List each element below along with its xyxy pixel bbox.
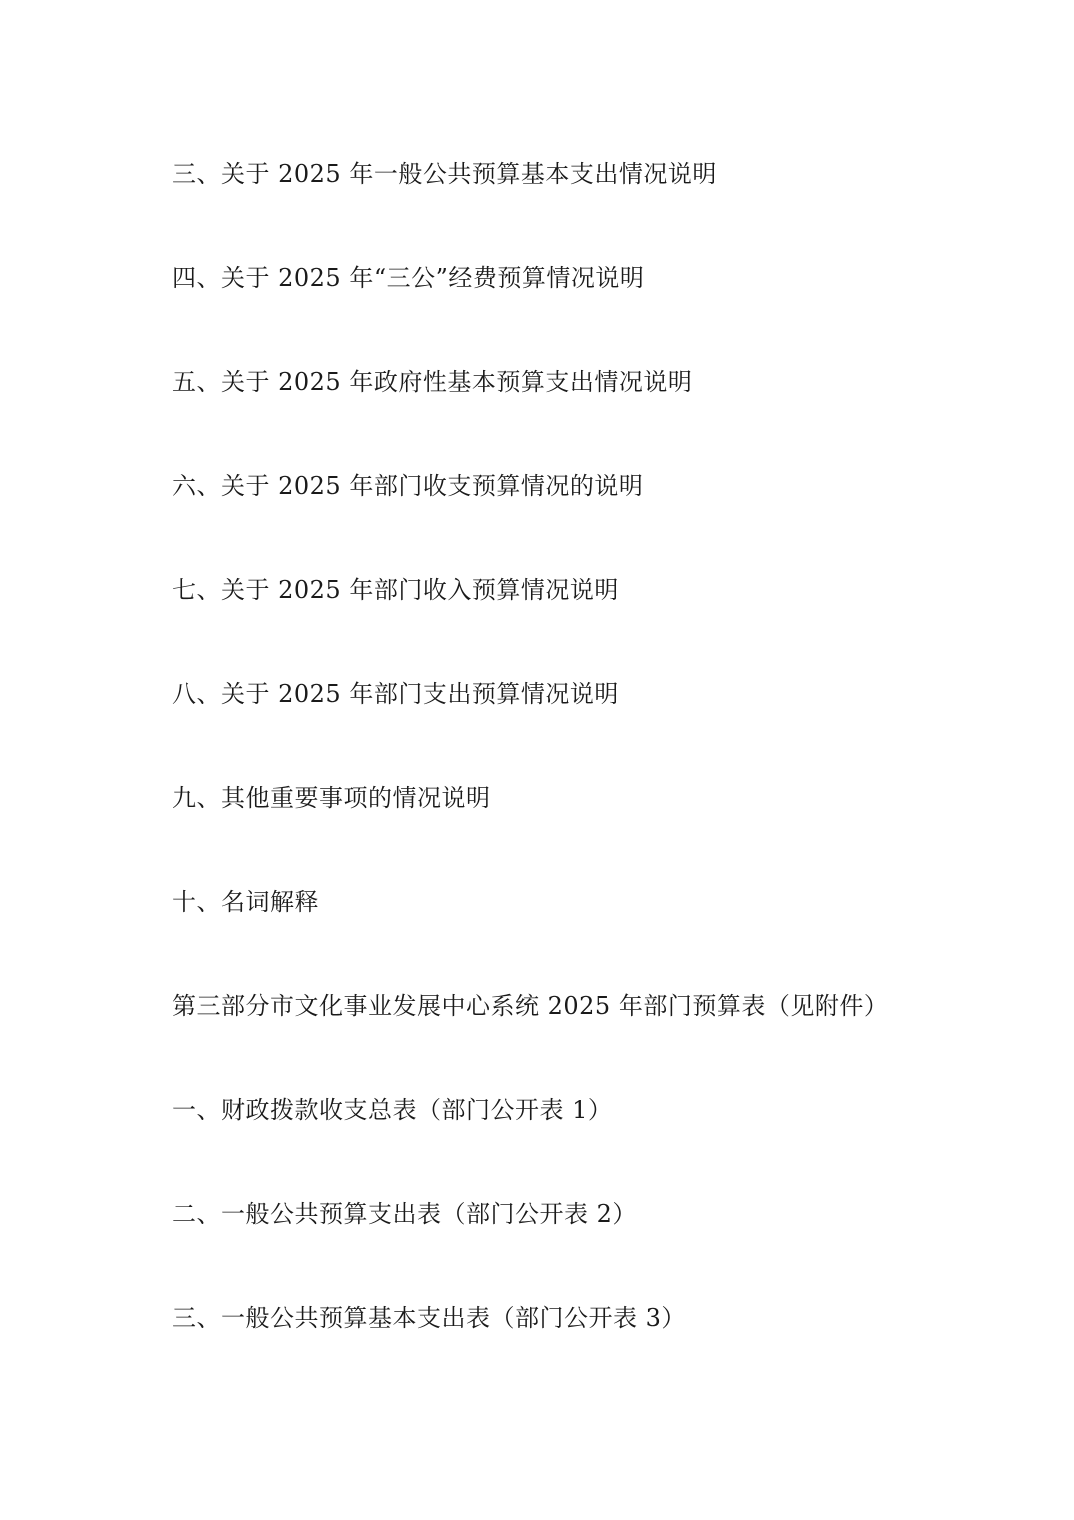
toc-item-part3-table3: 三、一般公共预算基本支出表（部门公开表 3） xyxy=(172,1304,686,1332)
toc-item-part2-section10: 十、名词解释 xyxy=(172,888,319,916)
toc-item-part2-section4: 四、关于 2025 年“三公”经费预算情况说明 xyxy=(172,264,645,292)
toc-item-part2-section8: 八、关于 2025 年部门支出预算情况说明 xyxy=(172,680,619,708)
toc-item-part3-table2: 二、一般公共预算支出表（部门公开表 2） xyxy=(172,1200,637,1228)
toc-item-part2-section9: 九、其他重要事项的情况说明 xyxy=(172,784,491,812)
toc-item-part2-section7: 七、关于 2025 年部门收入预算情况说明 xyxy=(172,576,619,604)
toc-item-part2-section6: 六、关于 2025 年部门收支预算情况的说明 xyxy=(172,472,644,500)
toc-part3-heading: 第三部分市文化事业发展中心系统 2025 年部门预算表（见附件） xyxy=(172,992,889,1020)
toc-item-part2-section5: 五、关于 2025 年政府性基本预算支出情况说明 xyxy=(172,368,693,396)
toc-item-part2-section3: 三、关于 2025 年一般公共预算基本支出情况说明 xyxy=(172,160,717,188)
table-of-contents xyxy=(172,155,1032,1403)
toc-item-part3-table1: 一、财政拨款收支总表（部门公开表 1） xyxy=(172,1096,613,1124)
